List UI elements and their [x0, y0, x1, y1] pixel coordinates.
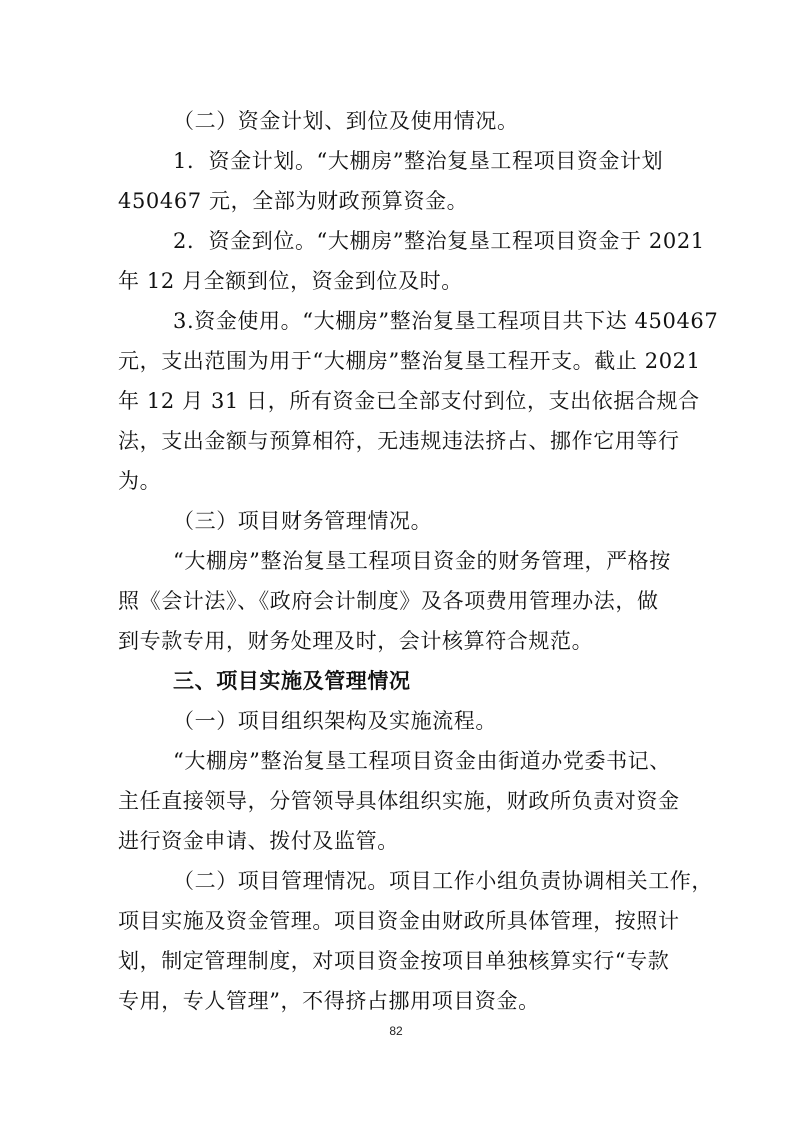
paragraph-line: “大棚房”整治复垦工程项目资金的财务管理，严格按	[173, 549, 671, 573]
paragraph-line: 进行资金申请、拨付及监管。	[118, 829, 399, 853]
paragraph-line: 450467 元，全部为财政预算资金。	[118, 189, 469, 213]
paragraph-line: 1．资金计划。“大棚房”整治复垦工程项目资金计划	[173, 149, 664, 173]
paragraph-line: 法，支出金额与预算相符，无违规违法挤占、挪作它用等行	[118, 429, 680, 453]
paragraph-line: 年 12 月全额到位，资金到位及时。	[118, 269, 463, 293]
paragraph-line: 年 12 月 31 日，所有资金已全部支付到位，支出依据合规合	[118, 389, 700, 413]
subheading-financial-management: （三）项目财务管理情况。	[173, 509, 433, 533]
paragraph-line: 照《会计法》、《政府会计制度》及各项费用管理办法，做	[118, 589, 659, 613]
section-heading-implementation: 三、项目实施及管理情况	[173, 668, 411, 693]
paragraph-line: 划，制定管理制度，对项目资金按项目单独核算实行“专款	[118, 949, 670, 973]
paragraph-line: 主任直接领导，分管领导具体组织实施，财政所负责对资金	[118, 789, 680, 813]
paragraph-line: 3.资金使用。“大棚房”整治复垦工程项目共下达 450467	[173, 309, 719, 333]
paragraph-line: 到专款专用，财务处理及时，会计核算符合规范。	[118, 629, 594, 653]
paragraph-line: 元，支出范围为用于“大棚房”整治复垦工程开支。截止 2021	[118, 349, 701, 373]
paragraph-line: 2．资金到位。“大棚房”整治复垦工程项目资金于 2021	[173, 229, 705, 253]
page-number: 82	[389, 1024, 403, 1038]
paragraph-line: 专用，专人管理”，不得挤占挪用项目资金。	[118, 989, 540, 1013]
subheading-project-management: （二）项目管理情况。项目工作小组负责协调相关工作，	[173, 869, 713, 893]
paragraph-line: 项目实施及资金管理。项目资金由财政所具体管理，按照计	[118, 909, 680, 933]
subheading-funding-plan-usage: （二）资金计划、到位及使用情况。	[173, 109, 519, 133]
paragraph-line: 为。	[118, 469, 162, 493]
subheading-organization: （一）项目组织架构及实施流程。	[173, 709, 497, 733]
paragraph-line: “大棚房”整治复垦工程项目资金由街道办党委书记、	[173, 749, 671, 773]
